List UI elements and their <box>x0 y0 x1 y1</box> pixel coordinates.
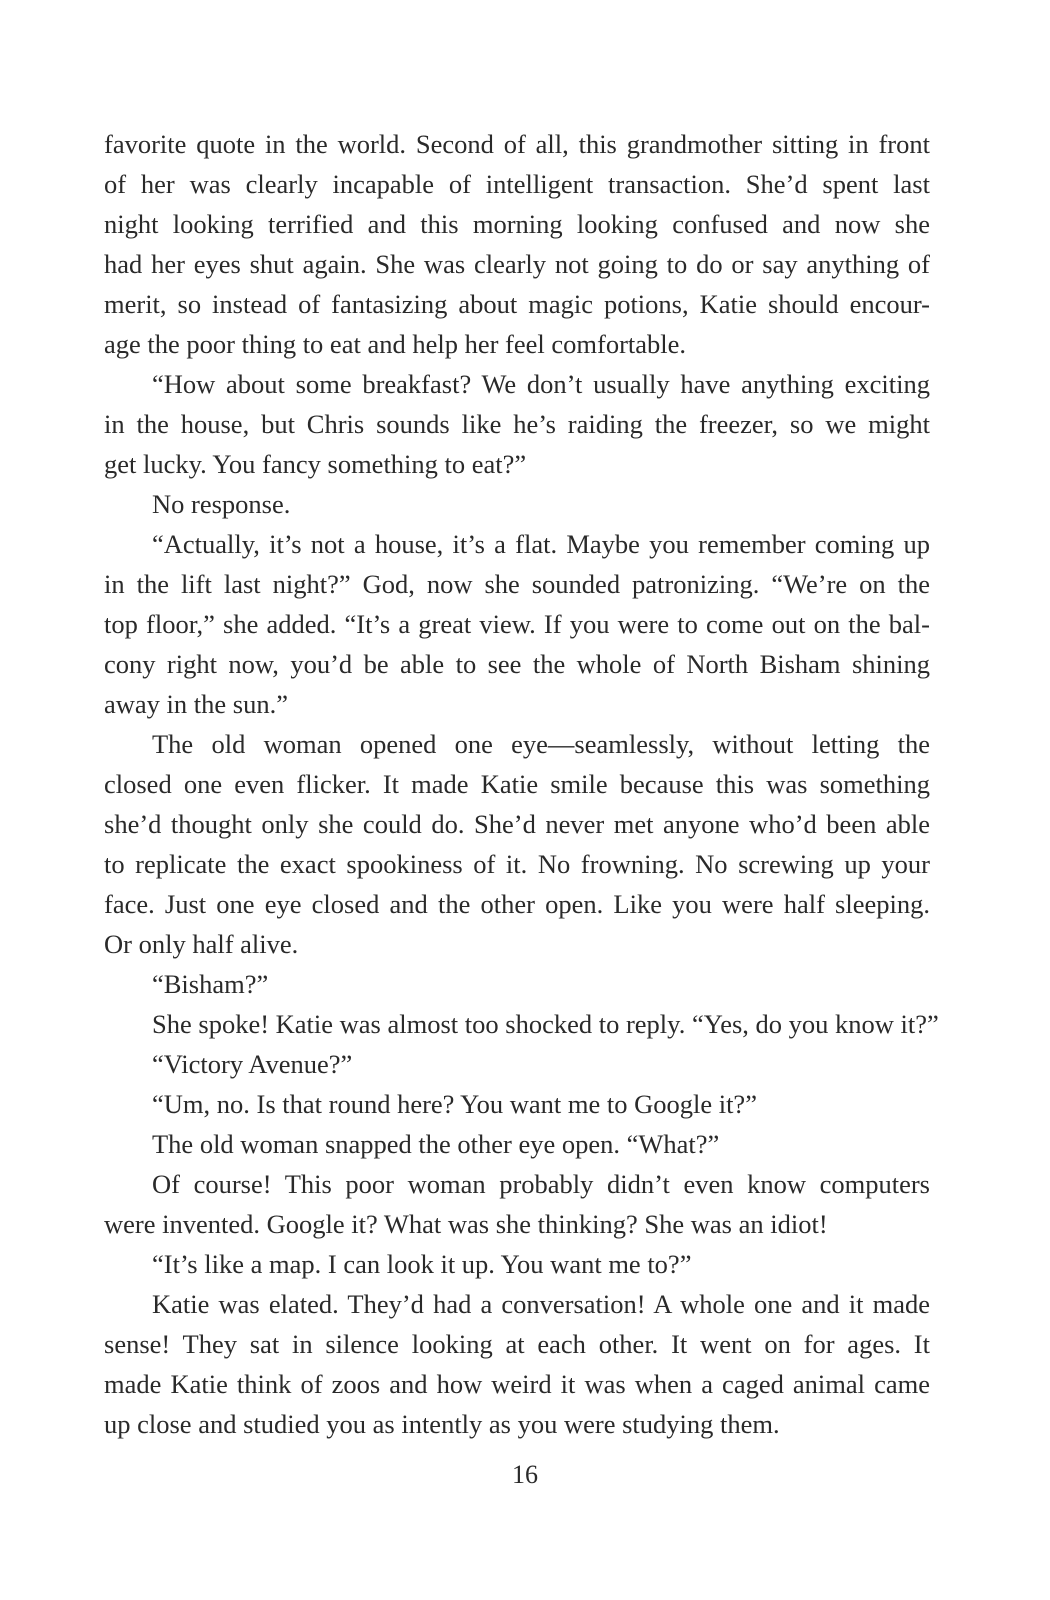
text-line: in the house, but Chris sounds like he’s raiding the freezer, so we might <box>104 409 930 439</box>
text-line: “It’s like a map. I can look it up. You want me to?” <box>152 1249 692 1279</box>
text-line: up close and studied you as intently as you were studying them. <box>104 1409 780 1439</box>
text-line: Or only half alive. <box>104 929 299 959</box>
text-line: The old woman snapped the other eye open. “What?” <box>152 1129 720 1159</box>
page-number: 16 <box>512 1460 538 1489</box>
text-line: away in the sun.” <box>104 689 288 719</box>
text-line: cony right now, you’d be able to see the whole of North Bisham shining <box>104 649 930 679</box>
text-line: favorite quote in the world. Second of all, this grandmother sitting in front <box>104 129 930 159</box>
text-line: merit, so instead of fantasizing about magic potions, Katie should encour- <box>104 289 930 319</box>
text-line: face. Just one eye closed and the other open. Like you were half sleeping. <box>104 889 930 919</box>
text-line: “How about some breakfast? We don’t usually have anything exciting <box>152 369 930 399</box>
text-line: No response. <box>152 489 291 519</box>
text-line: She spoke! Katie was almost too shocked to reply. “Yes, do you know it?” <box>152 1009 939 1039</box>
text-line: had her eyes shut again. She was clearly not going to do or say anything of <box>104 249 930 279</box>
text-line: “Victory Avenue?” <box>152 1049 353 1079</box>
text-line: “Um, no. Is that round here? You want me to Google it?” <box>152 1089 757 1119</box>
text-line: sense! They sat in silence looking at each other. It went on for ages. It <box>104 1329 930 1359</box>
text-line: The old woman opened one eye—seamlessly, without letting the <box>152 729 930 759</box>
text-line: “Actually, it’s not a house, it’s a flat. Maybe you remember coming up <box>152 529 930 559</box>
text-line: made Katie think of zoos and how weird it was when a caged animal came <box>104 1369 930 1399</box>
text-line: she’d thought only she could do. She’d never met anyone who’d been able <box>104 809 930 839</box>
text-line: to replicate the exact spookiness of it. No frowning. No screwing up your <box>104 849 930 879</box>
text-line: of her was clearly incapable of intelligent transaction. She’d spent last <box>104 169 930 199</box>
text-line: in the lift last night?” God, now she sounded patronizing. “We’re on the <box>104 569 930 599</box>
text-line: night looking terrified and this morning looking confused and now she <box>104 209 930 239</box>
text-line: Katie was elated. They’d had a conversation! A whole one and it made <box>152 1289 930 1319</box>
text-line: were invented. Google it? What was she thinking? She was an idiot! <box>104 1209 828 1239</box>
text-line: closed one even flicker. It made Katie smile because this was something <box>104 769 930 799</box>
text-line: Of course! This poor woman probably didn’t even know computers <box>152 1169 930 1199</box>
text-line: get lucky. You fancy something to eat?” <box>104 449 527 479</box>
book-page-text <box>104 124 939 1444</box>
text-line: “Bisham?” <box>152 969 269 999</box>
text-line: top floor,” she added. “It’s a great view. If you were to come out on the bal- <box>104 609 930 639</box>
text-line: age the poor thing to eat and help her feel comfortable. <box>104 329 687 359</box>
